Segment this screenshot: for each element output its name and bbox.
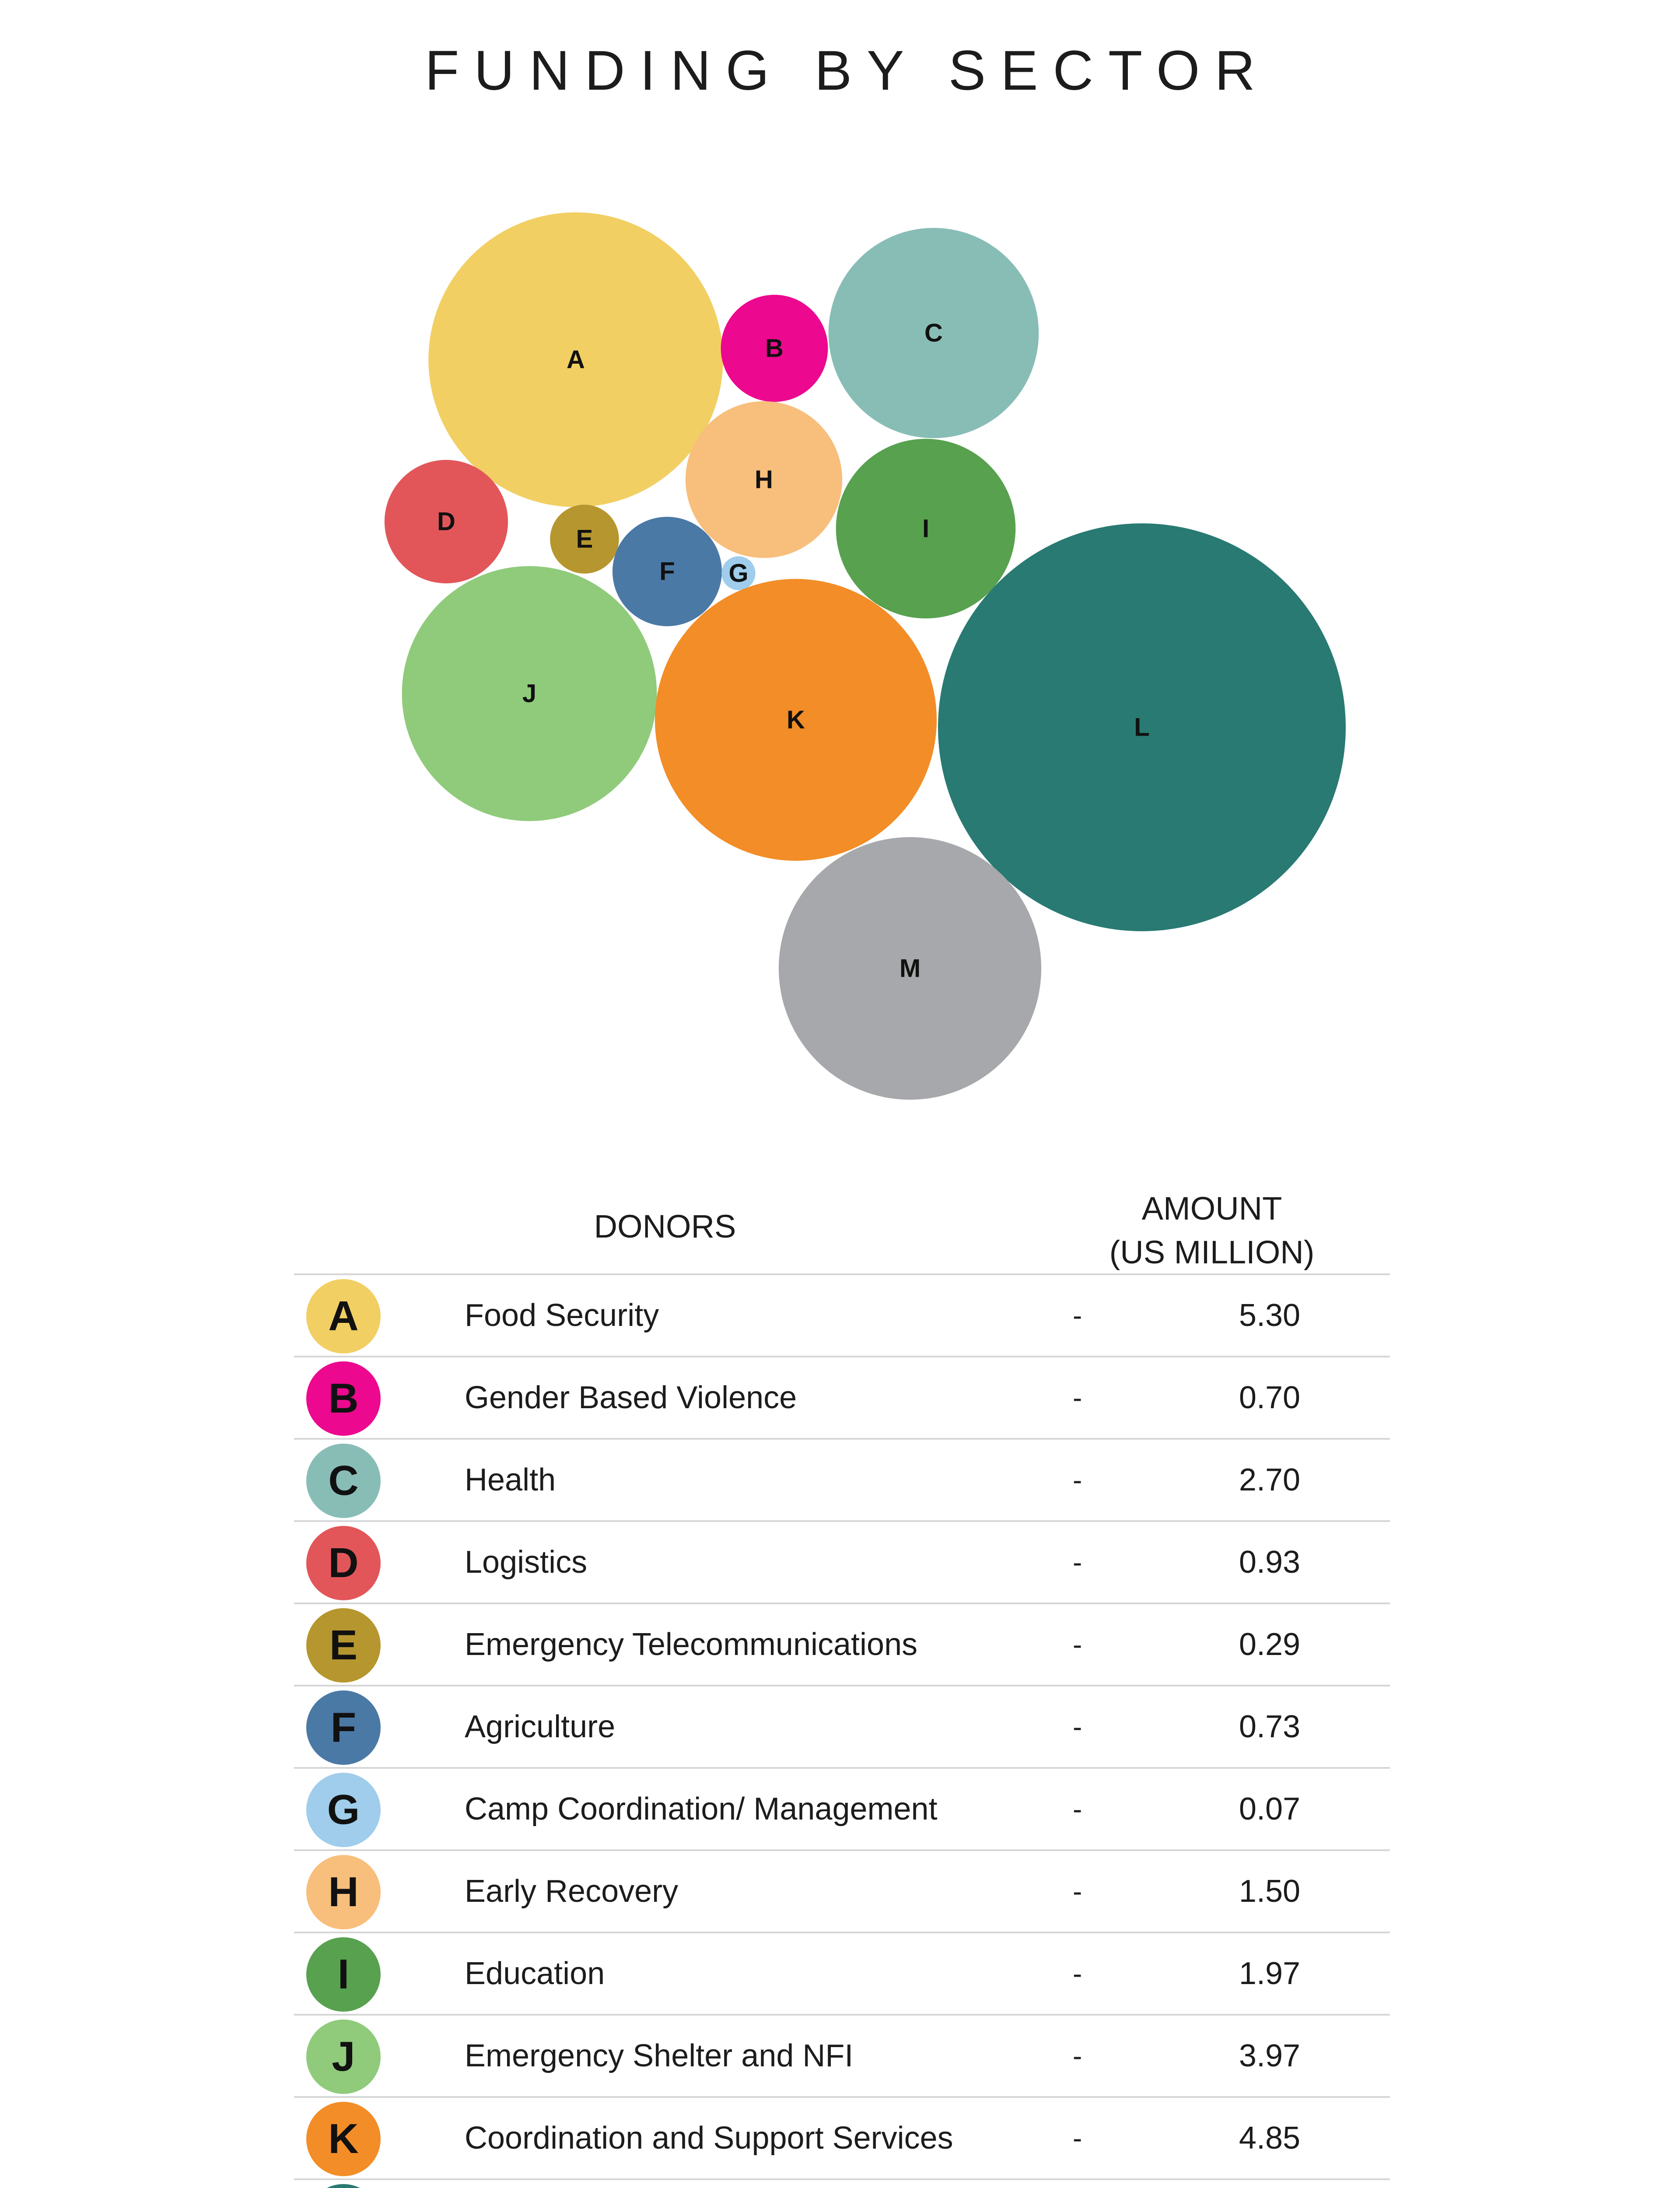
row-dash: - (1073, 1876, 1082, 1907)
sector-amount: 4.85 (1239, 2121, 1301, 2156)
row-dash: - (1073, 1711, 1082, 1743)
sector-amount: 0.70 (1239, 1380, 1301, 1415)
row-dash: - (1073, 1793, 1082, 1825)
sector-name: Gender Based Violence (465, 1380, 797, 1415)
amount-header-line-2: (US MILLION) (1109, 1234, 1315, 1270)
sector-amount: 1.50 (1239, 1874, 1301, 1909)
bubble-label-l: L (1134, 713, 1150, 742)
legend-row (294, 1440, 1390, 1522)
sector-name: Emergency Telecommunications (465, 1627, 918, 1662)
sector-amount: 3.97 (1239, 2038, 1301, 2073)
sector-amount: 0.29 (1239, 1627, 1301, 1662)
legend-dot: H (306, 1855, 381, 1929)
sector-name: Early Recovery (465, 1874, 679, 1909)
legend-row (294, 1604, 1390, 1687)
bubble-label-a: A (567, 345, 585, 374)
bubble-label-m: M (899, 954, 921, 983)
bubbles-group (385, 212, 1346, 1100)
row-dash: - (1073, 1464, 1082, 1496)
row-dash: - (1073, 1382, 1082, 1413)
legend-dot: I (306, 1937, 381, 2012)
bubble-label-b: B (765, 334, 784, 363)
bubble-label-i: I (922, 514, 930, 543)
bubble-label-c: C (924, 319, 943, 347)
row-dash (1073, 2180, 1082, 2188)
legend-row (294, 1769, 1390, 1851)
sector-amount: 2.70 (1239, 1462, 1301, 1497)
sector-name: Food Security (465, 1298, 659, 1333)
sector-name: Camp Coordination/ Management (465, 1792, 938, 1827)
bubble-label-g: G (728, 559, 749, 588)
legend-row (294, 1851, 1390, 1933)
sector-name: Education (465, 1956, 605, 1991)
legend-row (294, 1522, 1390, 1604)
bubble-label-k: K (787, 705, 805, 734)
legend-row (294, 1933, 1390, 2016)
legend-dot: E (306, 1608, 381, 1683)
sector-amount: 1.97 (1239, 1956, 1301, 1991)
bubble-label-h: H (755, 465, 773, 494)
sector-name: Health (465, 1462, 556, 1497)
row-dash: - (1073, 1300, 1082, 1331)
bubble-label-e: E (576, 525, 593, 554)
legend-row (294, 2016, 1390, 2098)
sector-name (465, 2180, 652, 2188)
sector-name: Agriculture (465, 1709, 616, 1744)
amount-column-header (1050, 1187, 1374, 1274)
legend-dot: A (306, 1279, 381, 1353)
sector-amount: 0.93 (1239, 1545, 1301, 1580)
row-dash: - (1073, 2040, 1082, 2072)
legend-dot: F (306, 1690, 381, 1765)
donors-column-header: DONORS (594, 1208, 736, 1245)
legend-row (294, 1357, 1390, 1440)
sector-name: Emergency Shelter and NFI (465, 2038, 854, 2073)
legend-table (294, 1275, 1390, 2188)
legend-dot (306, 2184, 381, 2188)
row-dash: - (1073, 1546, 1082, 1578)
bubble-label-d: D (437, 507, 455, 536)
amount-header-line-1: AMOUNT (1141, 1190, 1282, 1227)
legend-dot: C (306, 1444, 381, 1518)
legend-row (294, 2180, 1390, 2188)
sector-amount: 0.73 (1239, 1709, 1301, 1744)
sector-amount (1191, 2180, 1348, 2188)
bubble-label-f: F (659, 557, 675, 586)
legend-row (294, 1275, 1390, 1357)
legend-row (294, 2098, 1390, 2180)
legend-dot: D (306, 1526, 381, 1600)
sector-name: Logistics (465, 1545, 588, 1580)
legend-row (294, 1687, 1390, 1769)
bubble-label-j: J (522, 679, 537, 708)
legend-dot: G (306, 1773, 381, 1847)
legend-dot: K (306, 2102, 381, 2176)
legend-dot: J (306, 2020, 381, 2094)
row-dash: - (1073, 1958, 1082, 1989)
chart-title: FUNDING BY SECTOR (425, 39, 1270, 102)
row-dash: - (1073, 2122, 1082, 2154)
sector-name: Coordination and Support Services (465, 2121, 953, 2156)
legend-dot: B (306, 1361, 381, 1436)
sector-amount: 5.30 (1239, 1298, 1301, 1333)
row-dash: - (1073, 1629, 1082, 1660)
sector-amount: 0.07 (1239, 1792, 1301, 1827)
